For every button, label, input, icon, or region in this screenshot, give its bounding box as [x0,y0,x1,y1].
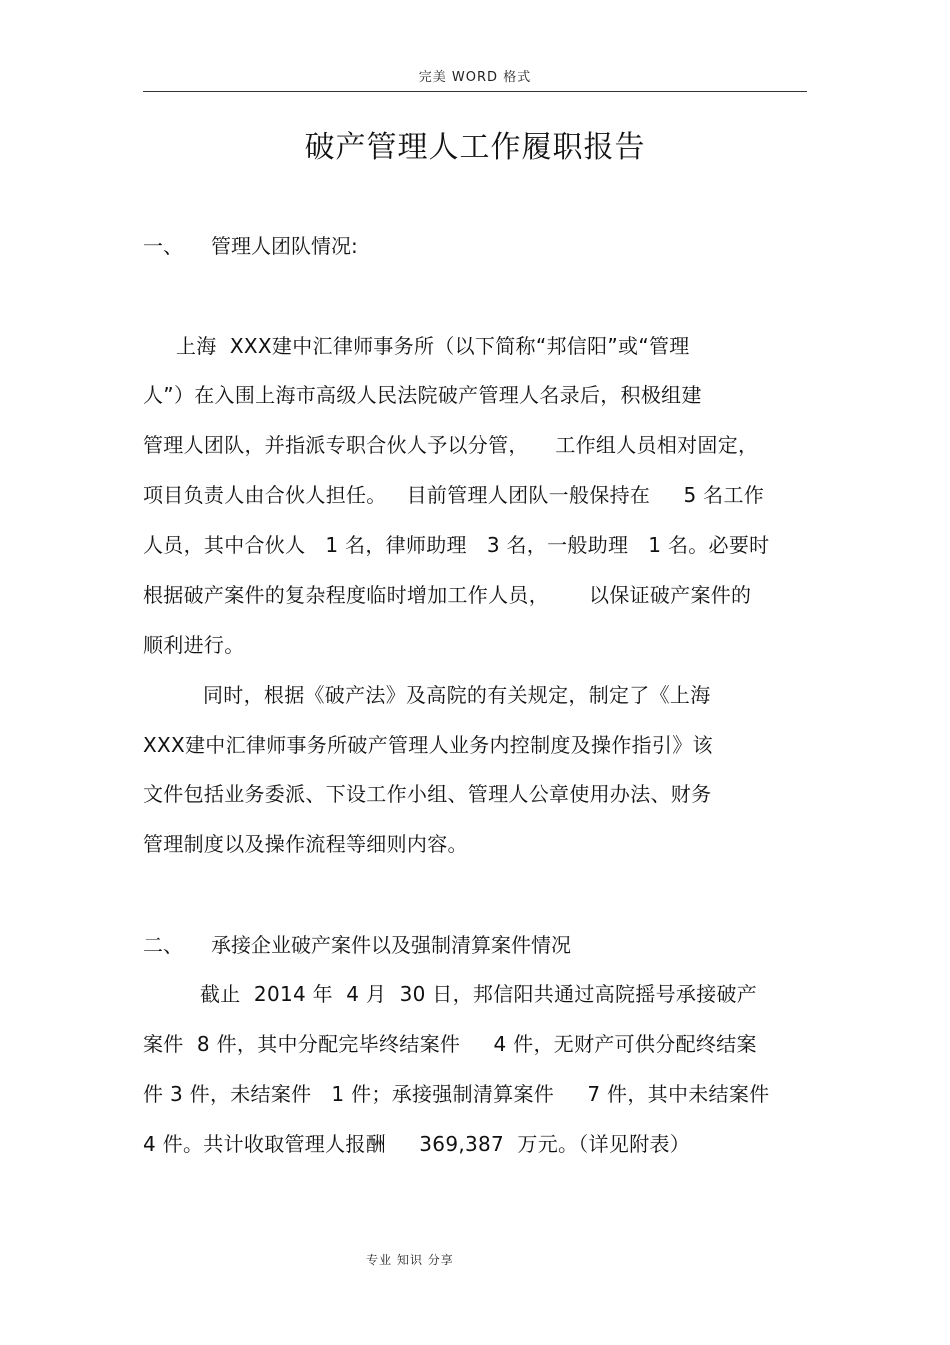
section-1-number: 一、 [143,234,183,258]
section-1-line: 文件包括业务委派、下设工作小组、管理人公章使用办法、财务 [143,782,712,806]
section-1-line: 项目负责人由合伙人担任。 目前管理人团队一般保持在 5 名工作 [143,483,765,507]
section-2-line: 案件 8 件，其中分配完毕终结案件 4 件，无财产可供分配终结案 [143,1032,757,1056]
document-title: 破产管理人工作履职报告 [304,130,646,165]
section-2-number: 二、 [143,933,183,957]
section-2-line: 件 3 件，未结案件 1 件；承接强制清算案件 7 件，其中未结案件 [143,1082,770,1106]
section-1-line: 上海 XXX建中汇律师事务所（以下简称“邦信阳”或“管理 [176,334,690,358]
section-1-line: 根据破产案件的复杂程度临时增加工作人员， 以保证破产案件的 [143,583,752,607]
section-1-heading [143,230,358,259]
section-1-line: 顺利进行。 [143,633,245,657]
section-2-title: 承接企业破产案件以及强制清算案件情况 [211,933,571,957]
page-footer: 专业 知识 分享 [366,1253,454,1267]
section-1-line: 管理人团队，并指派专职合伙人予以分管， 工作组人员相对固定， [143,433,759,457]
section-2-line: 截止 2014 年 4 月 30 日，邦信阳共通过高院摇号承接破产 [200,982,758,1006]
section-2-line: 4 件。共计收取管理人报酬 369,387 万元。（详见附表） [143,1132,691,1156]
section-1-line: 同时，根据《破产法》及高院的有关规定，制定了《上海 [203,683,711,707]
section-1-title: 管理人团队情况: [211,234,358,258]
page-header: 完美 WORD 格式 [418,70,532,85]
section-1-line: 人”）在入围上海市高级人民法院破产管理人名录后，积极组建 [143,383,702,407]
section-1-line: 人员，其中合伙人 1 名，律师助理 3 名，一般助理 1 名。必要时 [143,533,770,557]
section-2-heading [143,929,571,958]
section-1-line: 管理制度以及操作流程等细则内容。 [143,832,468,856]
section-1-line: XXX建中汇律师事务所破产管理人业务内控制度及操作指引》该 [143,733,713,757]
header-divider [143,91,807,92]
